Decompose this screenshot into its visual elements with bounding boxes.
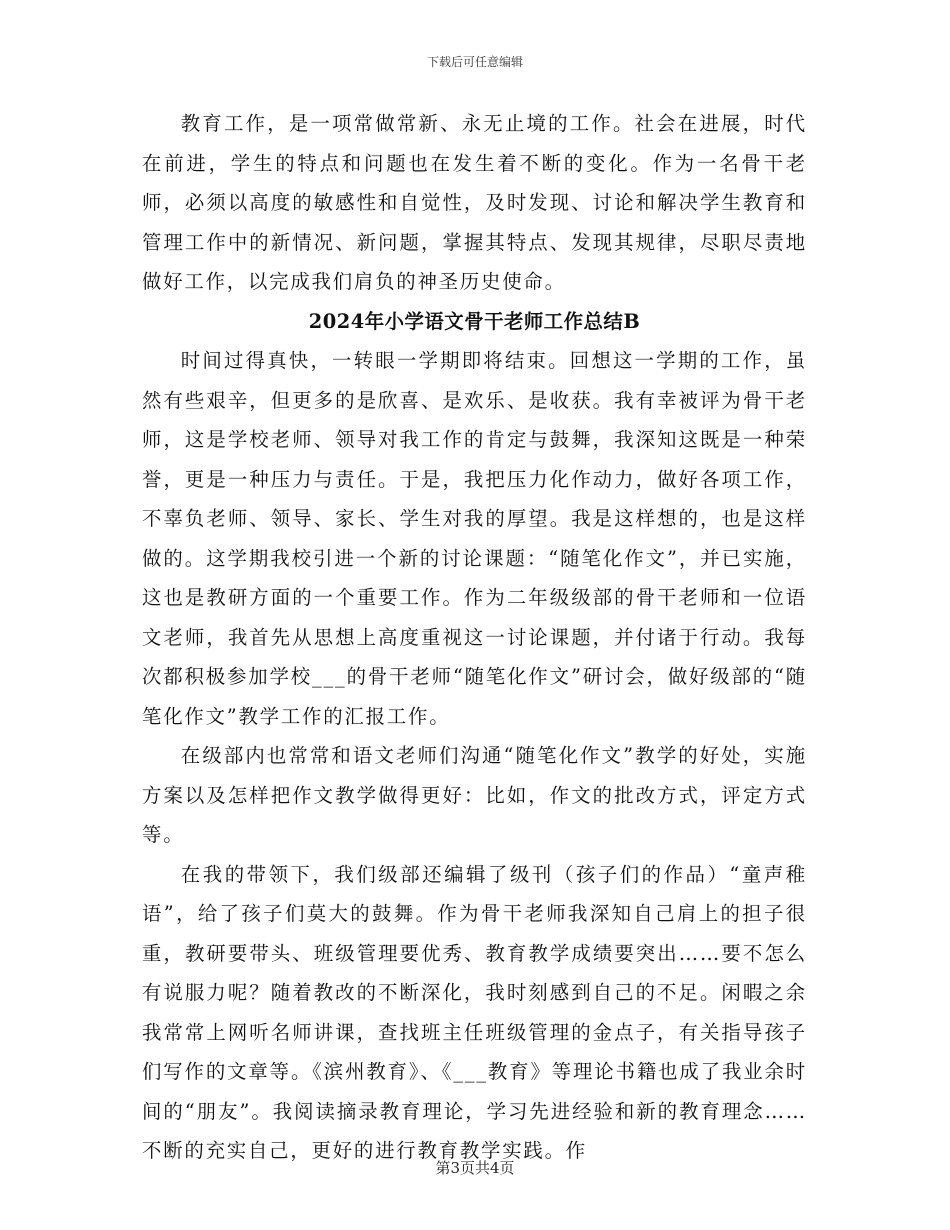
document-body bbox=[142, 104, 807, 1171]
body-paragraph: 在级部内也常常和语文老师们沟通“随笔化作文”教学的好处，实施方案以及怎样把作文教学做得更好：比如，作文的批改方式，评定方式等。 bbox=[142, 744, 807, 846]
page-number: 第3页共4页 bbox=[435, 1159, 515, 1177]
body-paragraph: 在我的带领下，我们级部还编辑了级刊（孩子们的作品）“童声稚语”，给了孩子们莫大的鼓舞。作为骨干老师我深知自己肩上的担子很重，教研要带头、班级管理要优秀、教育教学成绩要突出……要不怎么有说服力呢？随着教改的不断深化，我时刻感到自己的不足。闲暇之余我常常上网听名师讲课，查找班主任班级管理的金点子，有关指导孩子们写作的文章等。《滨州教育》、《___教育》等理论书籍也成了我业余时间的“朋友”。我阅读摘录教育理论，学习先进经验和新的教育理念……不断的充实自己，更好的进行教育教学实践。作 bbox=[142, 862, 807, 1162]
body-paragraph: 时间过得真快，一转眼一学期即将结束。回想这一学期的工作，虽然有些艰辛，但更多的是欣喜、是欢乐、是收获。我有幸被评为骨干老师，这是学校老师、领导对我工作的肯定与鼓舞，我深知这既是一种荣誉，更是一种压力与责任。于是，我把压力化作动力，做好各项工作，不辜负老师、领导、家长、学生对我的厚望。我是这样想的，也是这样做的。这学期我校引进一个新的讨论课题：“随笔化作文”，并已实施，这也是教研方面的一个重要工作。作为二年级级部的骨干老师和一位语文老师，我首先从思想上高度重视这一讨论课题，并付诸于行动。我每次都积极参加学校___的骨干老师“随笔化作文”研讨会，做好级部的“随笔化作文”教学工作的汇报工作。 bbox=[142, 349, 807, 728]
page-header: 下载后可任意编辑 bbox=[426, 55, 523, 69]
intro-paragraph: 教育工作，是一项常做常新、永无止境的工作。社会在进展，时代在前进，学生的特点和问题也在发生着不断的变化。作为一名骨干老师，必须以高度的敏感性和自觉性，及时发现、讨论和解决学生教育和管理工作中的新情况、新问题，掌握其特点、发现其规律，尽职尽责地做好工作，以完成我们肩负的神圣历史使命。 bbox=[142, 112, 807, 293]
section-title: 2024年小学语文骨干老师工作总结B bbox=[308, 309, 641, 333]
